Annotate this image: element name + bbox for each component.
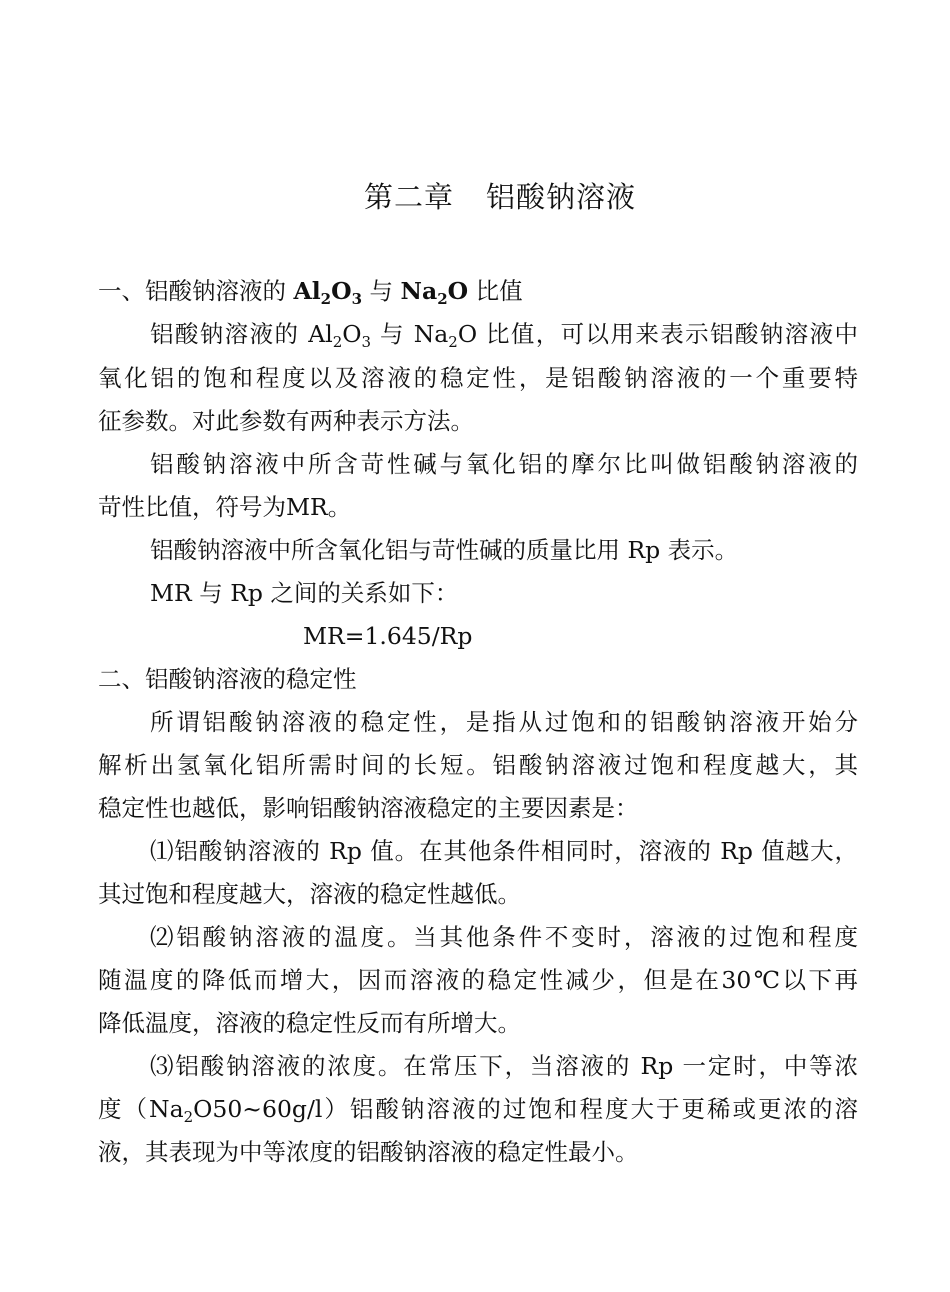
factor-3-line: 度$(Na_2O50\sim 60g/l)$铝酸钠溶液的过饱和程度大于更稀或更浓的溶: [98, 1095, 858, 1126]
section-2-heading: 二、铝酸钠溶液的稳定性: [98, 665, 357, 693]
factor-2-line: ⑵铝酸钠溶液的温度。当其他条件不变时，溶液的过饱和程度: [150, 923, 858, 951]
paragraph-line: MR 与 Rp 之间的关系如下：: [150, 579, 459, 607]
paragraph-line: 铝酸钠溶液中所含苛性碱与氧化铝的摩尔比叫做铝酸钠溶液的: [150, 450, 858, 478]
paragraph-line: 铝酸钠溶液中所含氧化铝与苛性碱的质量比用 Rp 表示。: [150, 536, 739, 564]
chapter-name: 铝酸钠溶液: [486, 180, 637, 214]
section-1-heading: 一、铝酸钠溶液的 $Al_2O_3$ 与 $Na_2O$ 比值: [98, 277, 523, 308]
paragraph-line: 氧化铝的饱和程度以及溶液的稳定性，是铝酸钠溶液的一个重要特: [98, 364, 858, 392]
paragraph-line: 稳定性也越低，影响铝酸钠溶液稳定的主要因素是：: [98, 794, 639, 822]
chapter-label: 第二章: [363, 180, 454, 214]
formula: MR=1.645/Rp: [303, 622, 473, 650]
paragraph-line: 苛性比值，符号为MR。: [98, 493, 352, 521]
chapter-title: [0, 175, 950, 216]
factor-1-line: 其过饱和程度越大，溶液的稳定性越低。: [98, 880, 521, 908]
factor-2-line: 随温度的降低而增大，因而溶液的稳定性减少，但是在30℃以下再: [98, 966, 858, 994]
paragraph-line: 征参数。对此参数有两种表示方法。: [98, 407, 474, 435]
factor-1-line: ⑴铝酸钠溶液的 Rp 值。在其他条件相同时，溶液的 Rp 值越大，: [150, 837, 858, 865]
factor-2-line: 降低温度，溶液的稳定性反而有所增大。: [98, 1009, 521, 1037]
paragraph-line: 所谓铝酸钠溶液的稳定性，是指从过饱和的铝酸钠溶液开始分: [150, 708, 858, 736]
paragraph-line: 解析出氢氧化铝所需时间的长短。铝酸钠溶液过饱和程度越大，其: [98, 751, 858, 779]
factor-3-line: ⑶铝酸钠溶液的浓度。在常压下，当溶液的 Rp 一定时，中等浓: [150, 1052, 858, 1080]
paragraph-line: 铝酸钠溶液的 $Al_2O_3$ 与 $Na_2O$ 比值，可以用来表示铝酸钠溶液中: [150, 320, 858, 351]
factor-3-line: 液，其表现为中等浓度的铝酸钠溶液的稳定性最小。: [98, 1138, 639, 1166]
